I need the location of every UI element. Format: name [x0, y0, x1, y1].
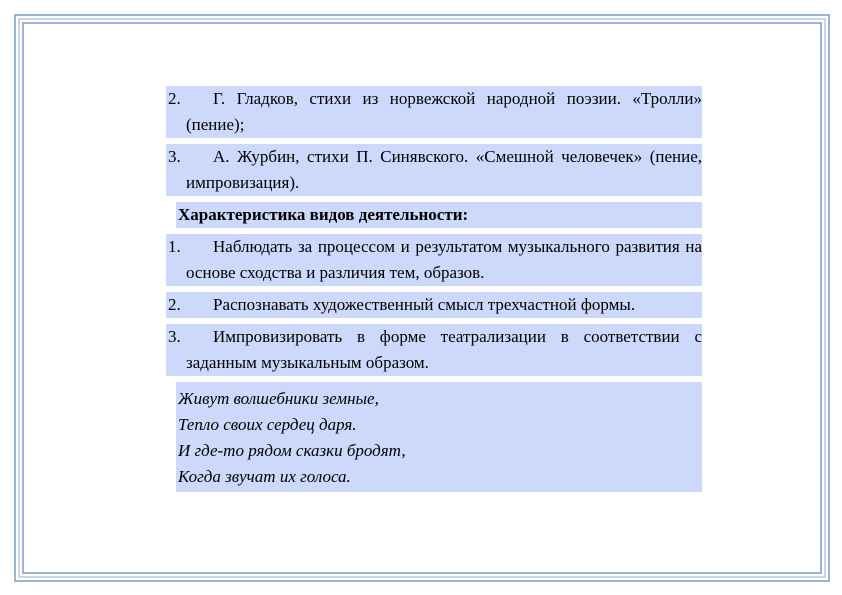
list-item-text: Распознавать художественный смысл трехчастной формы.	[213, 295, 636, 314]
list-item	[166, 324, 702, 376]
list-item-text: А. Журбин, стихи П. Синявского. «Смешной человечек» (пение, импровизация).	[186, 147, 702, 192]
list-number: 2.	[168, 89, 181, 108]
list-number: 3.	[168, 147, 181, 166]
list-item	[166, 86, 702, 138]
list-number: 2.	[168, 295, 181, 314]
poem-line: Когда звучат их голоса.	[178, 467, 351, 486]
list-item	[166, 234, 702, 286]
section-heading: Характеристика видов деятельности:	[176, 202, 702, 228]
list-item-text: Г. Гладков, стихи из норвежской народной поэзии. «Тролли» (пение);	[186, 89, 702, 134]
list-item	[166, 144, 702, 196]
list-item	[166, 292, 702, 318]
list-number: 3.	[168, 327, 181, 346]
list-item-text: Наблюдать за процессом и результатом музыкального развития на основе сходства и различия тем, образов.	[186, 237, 702, 282]
poem	[176, 382, 702, 492]
list-number: 1.	[168, 237, 181, 256]
poem-line: Тепло своих сердец даря.	[178, 415, 357, 434]
poem-line: Живут волшебники земные,	[178, 389, 379, 408]
text-block	[166, 86, 702, 492]
poem-line: И где-то рядом сказки бродят,	[178, 441, 406, 460]
list-item-text: Импровизировать в форме театрализации в соответствии с заданным музыкальным образом.	[186, 327, 702, 372]
